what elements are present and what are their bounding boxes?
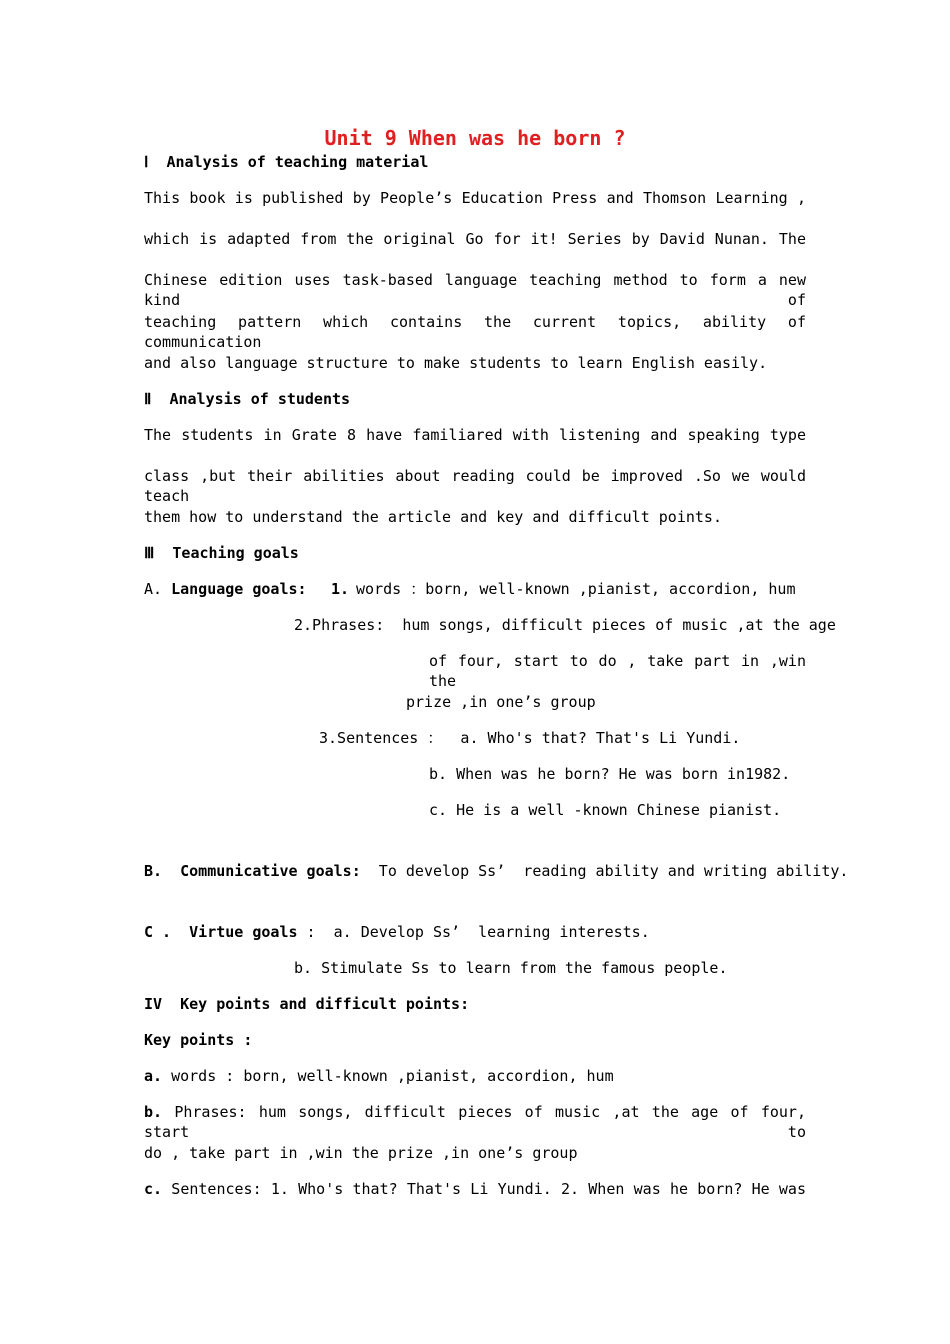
paragraph-line: class ,but their abilities about reading could be improved .So we would teach (144, 467, 806, 505)
section-heading-key-points: IV Key points and difficult points: (144, 995, 470, 1013)
key-point-marker: b. (144, 1103, 163, 1121)
language-goals-phrases-continued: of four, start to do , take part in ,win the (429, 652, 806, 690)
key-point-item (144, 1179, 806, 1199)
key-point-text: Phrases: hum songs, difficult pieces of music ,at the age of four, start to (144, 1103, 806, 1141)
key-point-marker: c. (144, 1180, 163, 1198)
language-goals-words: words ：born, well-known ,pianist, accordion, hum (347, 580, 796, 598)
virtue-goals-label: C . Virtue goals (144, 923, 298, 941)
paragraph-line: Chinese edition uses task-based language teaching method to form a new kind of (144, 271, 806, 309)
language-goals-phrases: 2.Phrases: hum songs, difficult pieces of music ,at the age (294, 616, 836, 634)
language-goals-sentence: b. When was he born? He was born in1982. (429, 765, 791, 783)
communicative-goals-line (144, 861, 848, 881)
virtue-goals-line (144, 922, 650, 942)
language-goals-prefix: A. (144, 580, 172, 598)
key-point-marker: a. (144, 1067, 163, 1085)
paragraph-line: and also language structure to make students to learn English easily. (144, 354, 768, 372)
page-title: Unit 9 When was he born ? (324, 126, 626, 150)
key-points-label: Key points : (144, 1031, 253, 1049)
virtue-goals-text: b. Stimulate Ss to learn from the famous people. (294, 959, 728, 977)
language-goals-sentences: 3.Sentences ： a. Who's that? That's Li Yundi. (319, 729, 741, 747)
key-point-item (144, 1102, 806, 1142)
section-heading-teaching-goals: Ⅲ Teaching goals (144, 544, 299, 562)
paragraph-line: This book is published by People’s Education Press and Thomson Learning , (144, 189, 806, 207)
language-goals-label: Language goals: (171, 580, 307, 598)
paragraph-line: them how to understand the article and key and difficult points. (144, 508, 722, 526)
key-point-text: words : born, well-known ,pianist, accordion, hum (162, 1067, 614, 1085)
language-goals-number: 1. (331, 580, 350, 598)
language-goals-phrases-continued: prize ,in one’s group (406, 693, 596, 711)
language-goals-sentence: c. He is a well -known Chinese pianist. (429, 801, 782, 819)
key-point-item (144, 1066, 614, 1086)
key-point-text: Sentences: 1. Who's that? That's Li Yundi. 2. When was he born? He was (162, 1180, 806, 1198)
language-goals-line (144, 579, 307, 599)
section-heading-students: Ⅱ Analysis of students (144, 390, 351, 408)
communicative-goals-label: B. Communicative goals: (144, 862, 361, 880)
section-heading-teaching-material: Ⅰ Analysis of teaching material (144, 153, 429, 171)
virtue-goals-text: : a. Develop Ss’ learning interests. (297, 923, 650, 941)
paragraph-line: teaching pattern which contains the current topics, ability of communication (144, 313, 806, 351)
paragraph-line: The students in Grate 8 have familiared with listening and speaking type (144, 426, 806, 444)
paragraph-line: which is adapted from the original Go for it! Series by David Nunan. The (144, 230, 806, 248)
key-point-text: do , take part in ,win the prize ,in one’s group (144, 1144, 578, 1162)
communicative-goals-text: To develop Ss’ reading ability and writing ability. (360, 862, 849, 880)
